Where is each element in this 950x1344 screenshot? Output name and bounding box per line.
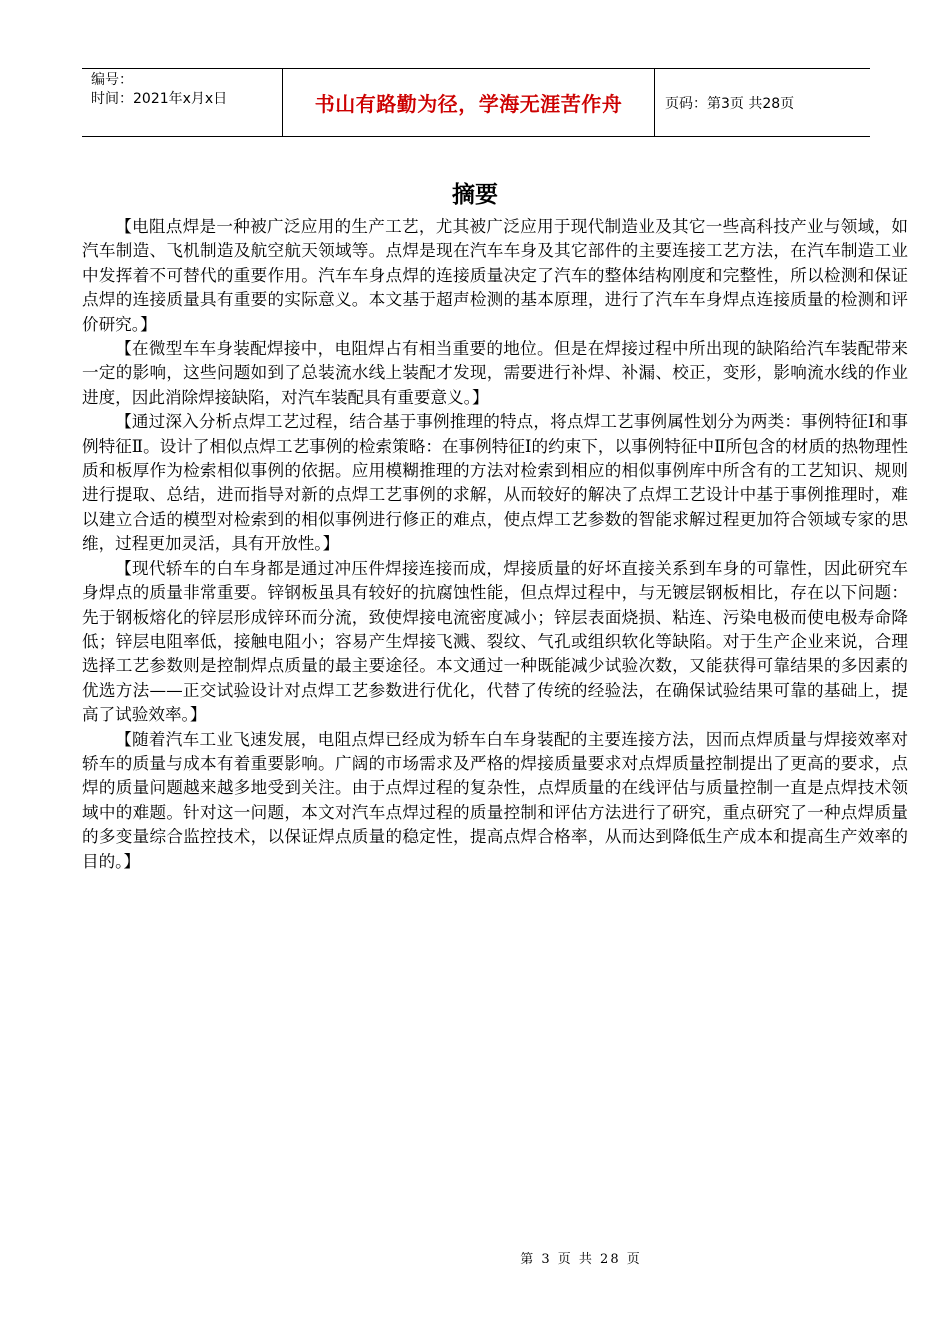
- page-info: 页码：第3页 共28页: [665, 95, 795, 112]
- abstract-body: [82, 215, 908, 874]
- paragraph: 【电阻点焊是一种被广泛应用的生产工艺，尤其被广泛应用于现代制造业及其它一些高科技产业与领域，如汽车制造、飞机制造及航空航天领域等。点焊是现在汽车车身及其它部件的主要连接工艺方法，在汽车制造工业中发挥着不可替代的重要作用。汽车车身点焊的连接质量决定了汽车的整体结构刚度和完整性，所以检测和保证点焊的连接质量具有重要的实际意义。本文基于超声检测的基本原理，进行了汽车车身焊点连接质量的检测和评价研究。】: [82, 217, 908, 334]
- paragraph: 【在微型车车身装配焊接中，电阻焊占有相当重要的地位。但是在焊接过程中所出现的缺陷给汽车装配带来一定的影响，这些问题如到了总装流水线上装配才发现，需要进行补焊、补漏、校正，变形，影响流水线的作业进度，因此消除焊接缺陷，对汽车装配具有重要意义。】: [82, 339, 908, 407]
- page-title: 摘要: [452, 182, 498, 208]
- paragraph: 【现代轿车的白车身都是通过冲压件焊接连接而成，焊接质量的好坏直接关系到车身的可靠性，因此研究车身焊点的质量非常重要。锌钢板虽具有较好的抗腐蚀性能，但点焊过程中，与无镀层钢板相比，存在以下问题：先于钢板熔化的锌层形成锌环而分流，致使焊接电流密度减小；锌层表面烧损、粘连、污染电极而使电极寿命降低；锌层电阻率低，接触电阻小；容易产生焊接飞溅、裂纹、气孔或组织软化等缺陷。对于生产企业来说，合理选择工艺参数则是控制焊点质量的最主要途径。本文通过一种既能减少试验次数，又能获得可靠结果的多因素的优选方法——正交试验设计对点焊工艺参数进行优化，代替了传统的经验法，在确保试验结果可靠的基础上，提高了试验效率。】: [82, 558, 908, 725]
- date-label: 时间：2021年x月x日: [91, 91, 228, 107]
- paragraph: 【随着汽车工业飞速发展，电阻点焊已经成为轿车白车身装配的主要连接方法，因而点焊质量与焊接效率对轿车的质量与成本有着重要影响。广阔的市场需求及严格的焊接质量要求对点焊质量控制提出了更高的要求，点焊的质量问题越来越多地受到关注。由于点焊过程的复杂性，点焊质量的在线评估与质量控制一直是点焊技术领域中的难题。针对这一问题，本文对汽车点焊过程的质量控制和评估方法进行了研究，重点研究了一种点焊质量的多变量综合监控技术，以保证焊点质量的稳定性，提高点焊合格率，从而达到降低生产成本和提高生产效率的目的。】: [82, 729, 908, 871]
- paragraph: 【通过深入分析点焊工艺过程，结合基于事例推理的特点，将点焊工艺事例属性划分为两类：事例特征Ⅰ和事例特征Ⅱ。设计了相似点焊工艺事例的检索策略：在事例特征Ⅰ的约束下，以事例特征中Ⅱ所包含的材质的热物理性质和板厚作为检索相似事例的依据。应用模糊推理的方法对检索到相应的相似事例库中所含有的工艺知识、规则进行提取、总结，进而指导对新的点焊工艺事例的求解，从而较好的解决了点焊工艺设计中基于事例推理时，难以建立合适的模型对检索到的相似事例进行修正的难点，使点焊工艺参数的智能求解过程更加符合领域专家的思维，过程更加灵活，具有开放性。】: [82, 412, 908, 554]
- footer-page-number: 第 3 页 共 28 页: [520, 1252, 642, 1267]
- header-table: [82, 68, 870, 137]
- header-page-cell: [655, 69, 870, 136]
- page-footer: [0, 1248, 950, 1267]
- number-label: 编号：: [91, 72, 133, 88]
- header-meta-cell: [82, 69, 282, 136]
- header-motto-cell: [282, 69, 655, 136]
- motto-text: 书山有路勤为径，学海无涯苦作舟: [314, 92, 623, 116]
